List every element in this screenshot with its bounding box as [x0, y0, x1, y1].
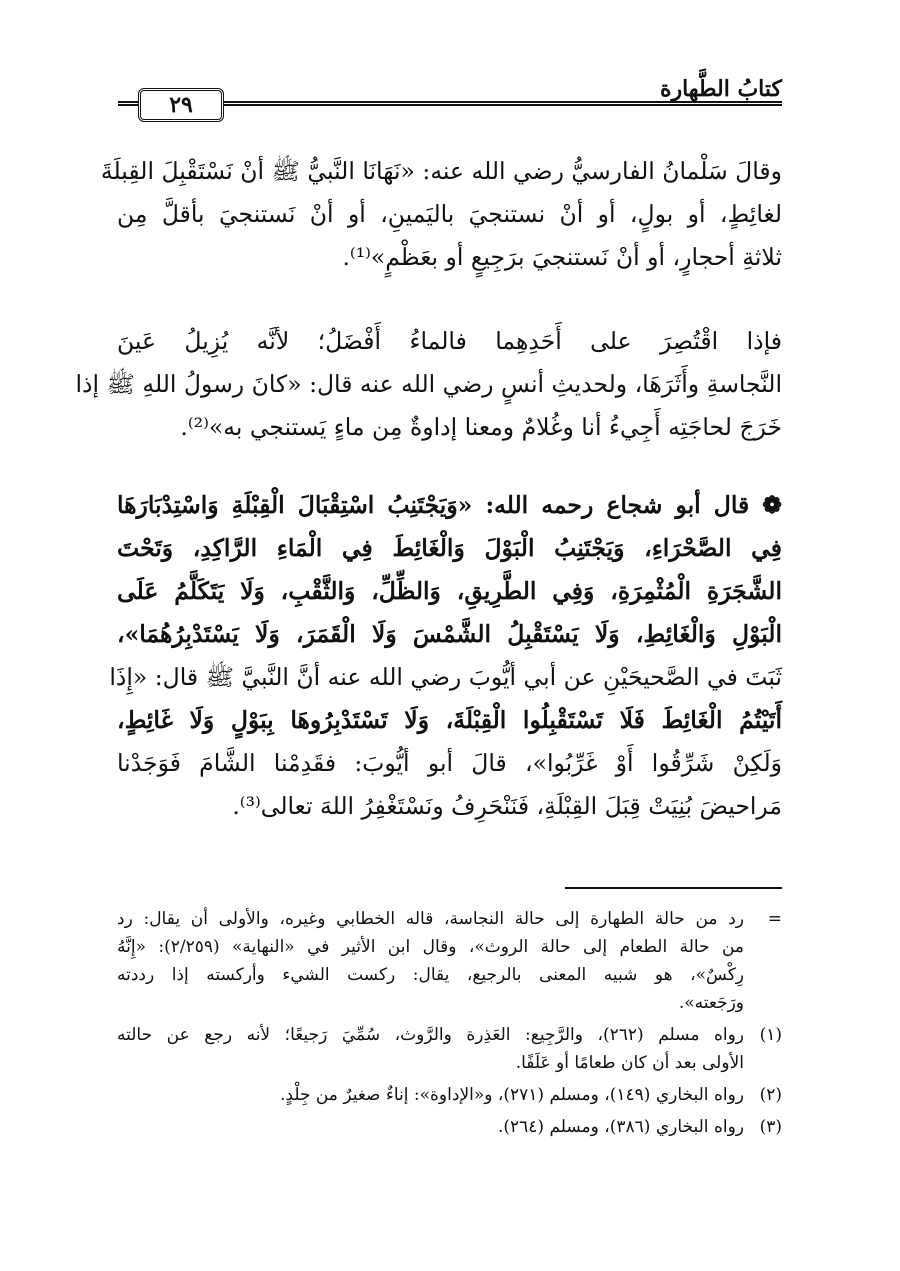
- footnote-continued: [117, 905, 782, 1017]
- footnote-marker: =: [767, 909, 782, 929]
- hadith-line: أَتَيْتُمُ الْغَائِطَ فَلَا تَسْتَقْبِلُوا الْقِبْلَةَ، وَلَا تَسْتَدْبِرُوهَا بِبَوْلٍ وَلَا غَائِطٍ،: [117, 706, 782, 734]
- page-number-text: ٢٩: [169, 92, 193, 118]
- footnote-line: ورَجَعته».: [678, 993, 744, 1013]
- footnote-line: رواه البخاري (١٤٩)، ومسلم (٢٧١)، و«الإداوة»: إناءٌ صغيرٌ من جِلْدٍ.: [280, 1085, 744, 1105]
- footnote-marker: (١): [759, 1025, 782, 1045]
- footnote-marker: (٢): [759, 1085, 782, 1105]
- text-line: خَرَجَ لحاجَتِه أَجِيءُ أنا وغُلامٌ ومعنا إداوةٌ مِن ماءٍ يَستنجي به»⁽²⁾.: [180, 413, 782, 441]
- page-number: [138, 88, 224, 122]
- matn-line: فِي الصَّحْرَاءِ، وَيَجْتَنِبُ الْبَوْلَ وَالْغَائِطَ فِي الْمَاءِ الرَّاكِدِ، وَتَحْتَ: [117, 534, 782, 562]
- paragraph-salman-hadith: [100, 150, 782, 279]
- paragraph-water-preference: [75, 320, 782, 449]
- paragraph-abu-shuja-matn: [109, 484, 782, 828]
- footnote-3: [117, 1113, 782, 1141]
- matn-line: الْبَوْلِ وَالْغَائِطِ، وَلَا يَسْتَقْبِلُ الشَّمْسَ وَلَا الْقَمَرَ، وَلَا يَسْتَدْبِرُهُمَا»،: [117, 620, 782, 648]
- footnote-line: من حالة الطعام إلى حالة الروث»، وقال ابن الأثير في «النهاية» (٢/٢٥٩): «إِنَّهُ: [117, 937, 744, 957]
- footnote-line: الأولى بعد أن كان طعامًا أو عَلَفًا.: [515, 1053, 744, 1073]
- text-line: فإذا اقْتُصِرَ على أَحَدِهِما فالماءُ أَفْضَلُ؛ لأنَّه يُزِيلُ عَينَ: [117, 327, 782, 355]
- text-line: ثلاثةِ أحجارٍ، أو أنْ نَستنجيَ برَجِيعٍ أو بعَظْمٍ»⁽¹⁾.: [342, 243, 782, 271]
- footnotes: [117, 905, 782, 1145]
- running-title: كتابُ الطَّهارة: [659, 76, 782, 102]
- text-line: ثَبَتَ في الصَّحيحَيْنِ عن أبي أيُّوبَ رضي الله عنه أنَّ النَّبيَّ ﷺ قال: «إِذَا: [109, 663, 782, 691]
- matn-line: الشَّجَرَةِ الْمُثْمِرَةِ، وَفِي الطَّرِيقِ، وَالظِّلِّ، وَالثَّقْبِ، وَلَا يَتَكَلَّمُ عَلَى: [117, 577, 782, 605]
- footnote-1: [117, 1021, 782, 1077]
- text-line: وقالَ سَلْمانُ الفارسيُّ رضي الله عنه: «نَهَانَا النَّبيُّ ﷺ أنْ نَسْتَقْبِلَ القِبلَةَ: [100, 157, 782, 185]
- text-line: وَلَكِنْ شَرِّقُوا أَوْ غَرِّبُوا»، قالَ أبو أيُّوبَ: فقَدِمْنا الشَّامَ فَوَجَدْنا: [117, 749, 782, 777]
- header-rule-left: [118, 101, 140, 106]
- footnote-marker: (٣): [759, 1117, 782, 1137]
- matn-line: ❁ قال أبو شجاع رحمه الله: «وَيَجْتَنِبُ اسْتِقْبَالَ الْقِبْلَةِ وَاسْتِدْبَارَهَا: [117, 491, 782, 519]
- footnote-2: [117, 1081, 782, 1109]
- footnote-line: رواه مسلم (٢٦٢)، والرَّجِيع: العَذِرة والرَّوث، سُمِّيَ رَجيعًا؛ لأنه رجع عن حالته: [117, 1025, 745, 1045]
- footnote-line: رِكْسٌ»، هو شبيه المعنى بالرجيع، يقال: ركست الشيء وأركسته إذا رددته: [117, 965, 744, 985]
- header-rule-right: [222, 101, 782, 106]
- text-line: مَراحيضَ بُنِيَتْ قِبَلَ القِبْلَةِ، فَنَنْحَرِفُ ونَسْتَغْفِرُ اللهَ تعالى⁽³⁾.: [232, 792, 782, 820]
- footnote-separator: [565, 887, 782, 889]
- footnote-line: رواه البخاري (٣٨٦)، ومسلم (٢٦٤).: [497, 1117, 744, 1137]
- text-line: لغائِطٍ، أو بولٍ، أو أنْ نستنجيَ باليَمينِ، أو أنْ نَستنجيَ بأقلَّ مِن: [117, 200, 782, 228]
- footnote-line: رد من حالة الطهارة إلى حالة النجاسة، قاله الخطابي وغيره، والأولى أن يقال: رد: [117, 909, 744, 929]
- text-line: النَّجاسةِ وأَثَرَهَا، ولحديثِ أنسٍ رضي الله عنه قال: «كانَ رسولُ اللهِ ﷺ إذا: [75, 370, 782, 398]
